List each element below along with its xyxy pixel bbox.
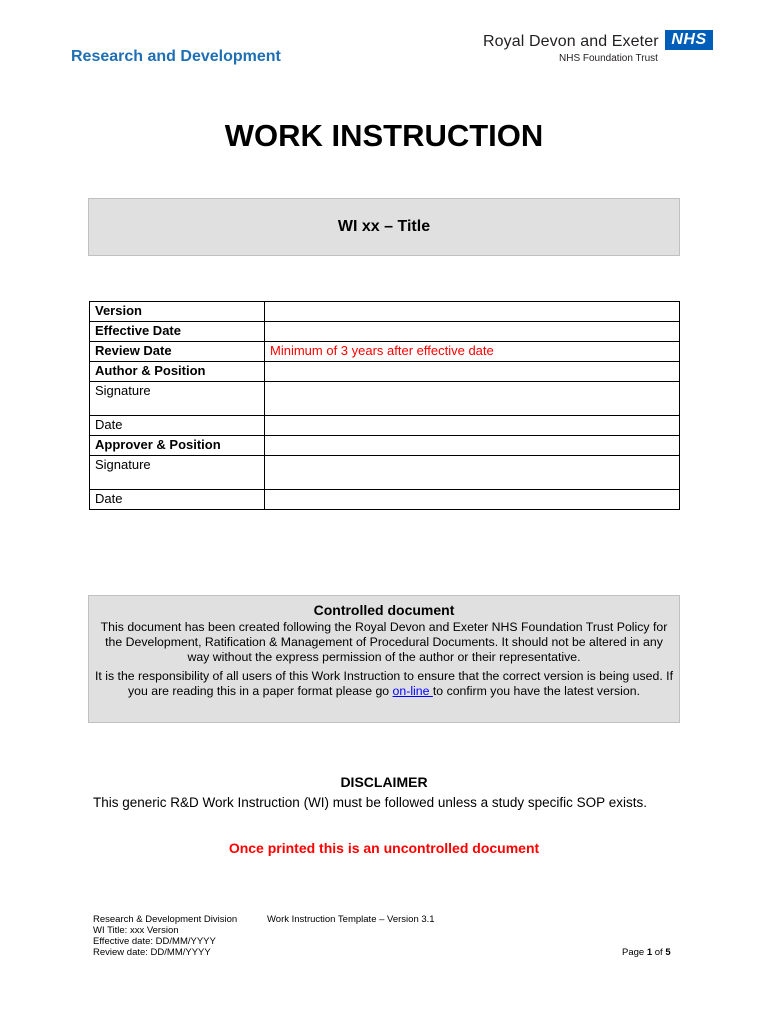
footer-wi-title: WI Title: xxx Version — [93, 925, 179, 936]
author-date-value — [265, 416, 680, 436]
table-row — [90, 302, 680, 322]
responsibility-text-start: It is the responsibility of all users of this Work Instruction to ensure that the correct version is being used. If you are reading this in a paper format please go — [95, 669, 673, 698]
department-heading: Research and Development — [71, 48, 281, 65]
approver-date-label: Date — [90, 490, 265, 510]
approver-signature-value — [265, 456, 680, 490]
effective-date-value — [265, 322, 680, 342]
controlled-document-responsibility-text — [89, 669, 679, 699]
responsibility-text-end: to confirm you have the latest version. — [432, 684, 640, 698]
wi-title: WI xx – Title — [337, 218, 431, 235]
approver-position-label: Approver & Position — [90, 436, 265, 456]
controlled-document-title: Controlled document — [313, 602, 455, 618]
table-row — [90, 416, 680, 436]
effective-date-label: Effective Date — [90, 322, 265, 342]
table-row — [90, 490, 680, 510]
page-of: of — [652, 947, 666, 958]
table-row — [90, 362, 680, 382]
table-row — [90, 436, 680, 456]
online-link[interactable]: on-line — [392, 684, 433, 698]
page-total: 5 — [665, 947, 671, 958]
author-signature-label: Signature — [90, 382, 265, 416]
footer-review-date: Review date: DD/MM/YYYY — [93, 947, 211, 958]
uncontrolled-notice: Once printed this is an uncontrolled document — [228, 840, 540, 856]
table-row — [90, 322, 680, 342]
footer-details — [93, 914, 237, 958]
approver-signature-label: Signature — [90, 456, 265, 490]
logo-trust-subtitle: NHS Foundation Trust — [559, 53, 658, 64]
footer-division: Research & Development Division — [93, 914, 238, 925]
review-date-value: Minimum of 3 years after effective date — [265, 342, 680, 362]
footer-template-version: Work Instruction Template – Version 3.1 — [267, 914, 435, 925]
page-prefix: Page — [622, 947, 647, 958]
review-date-label: Review Date — [90, 342, 265, 362]
wi-title-box — [88, 198, 680, 256]
author-signature-value — [265, 382, 680, 416]
disclaimer-heading: DISCLAIMER — [340, 774, 428, 790]
author-position-value — [265, 362, 680, 382]
page-current: 1 — [646, 947, 653, 958]
table-row — [90, 456, 680, 490]
table-row — [90, 382, 680, 416]
disclaimer-text: This generic R&D Work Instruction (WI) must be followed unless a study specific SOP exists. — [93, 795, 647, 810]
approver-date-value — [265, 490, 680, 510]
nhs-badge: NHS — [665, 30, 713, 50]
controlled-document-policy-text: This document has been created following the Royal Devon and Exeter NHS Foundation Trust Policy for the Development, Ratification & Management of Procedural Documents. It should not be altered in any way without the express permission of the author or their representative. — [100, 620, 668, 664]
approver-position-value — [265, 436, 680, 456]
controlled-document-box — [88, 595, 680, 723]
footer-effective-date: Effective date: DD/MM/YYYY — [93, 936, 216, 947]
author-position-label: Author & Position — [90, 362, 265, 382]
page-number — [622, 947, 671, 958]
author-date-label: Date — [90, 416, 265, 436]
version-value — [265, 302, 680, 322]
table-row — [90, 342, 680, 362]
trust-logo — [480, 30, 716, 70]
logo-trust-name: Royal Devon and Exeter — [483, 33, 659, 50]
version-label: Version — [90, 302, 265, 322]
document-info-table — [89, 301, 680, 510]
document-title: WORK INSTRUCTION — [224, 118, 544, 153]
